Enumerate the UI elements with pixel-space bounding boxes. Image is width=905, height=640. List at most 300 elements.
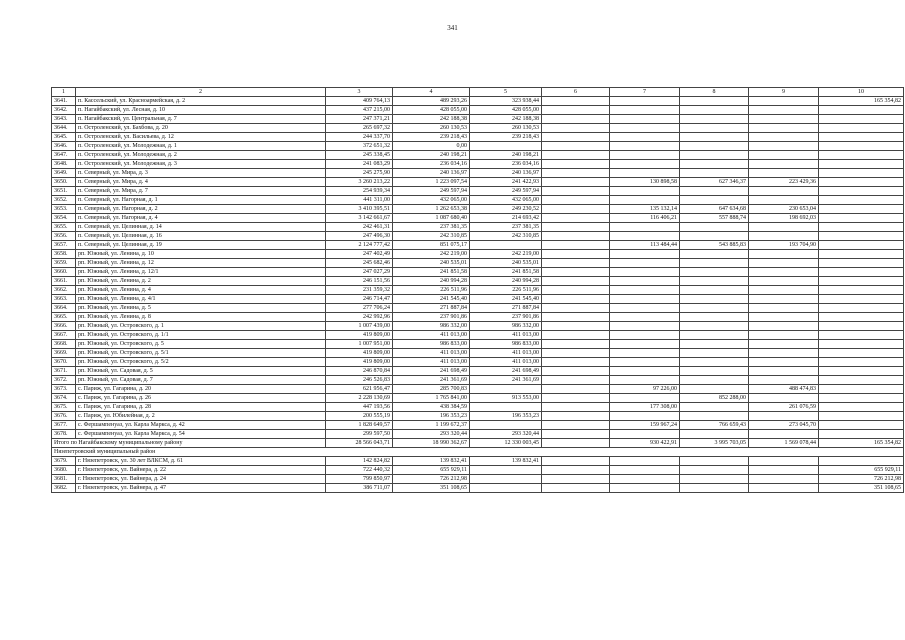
table-row xyxy=(52,349,904,358)
amount-cell: 241 545,40 xyxy=(470,295,542,304)
amount-cell: 245 275,90 xyxy=(326,169,393,178)
amount-cell xyxy=(819,412,904,421)
amount-cell: 240 198,21 xyxy=(470,151,542,160)
amount-cell xyxy=(749,124,819,133)
amount-cell: 722 440,32 xyxy=(326,466,393,475)
table-row xyxy=(52,196,904,205)
amount-cell: 438 384,59 xyxy=(393,403,470,412)
amount-cell: 488 474,83 xyxy=(749,385,819,394)
amount-cell: 214 693,42 xyxy=(470,214,542,223)
row-number-cell: 3655. xyxy=(52,223,76,232)
row-number-cell: 3642. xyxy=(52,106,76,115)
amount-cell xyxy=(680,106,749,115)
amount-cell xyxy=(610,151,680,160)
amount-cell: 241 083,29 xyxy=(326,160,393,169)
row-number-cell: 3664. xyxy=(52,304,76,313)
amount-cell xyxy=(610,304,680,313)
amount-cell: 237 381,35 xyxy=(393,223,470,232)
amount-cell xyxy=(819,340,904,349)
row-number-cell: 3660. xyxy=(52,268,76,277)
amount-cell: 242 188,38 xyxy=(393,115,470,124)
amount-cell: 236 034,16 xyxy=(393,160,470,169)
amount-cell: 249 597,94 xyxy=(470,187,542,196)
amount-cell xyxy=(610,295,680,304)
amount-cell xyxy=(749,115,819,124)
amount-cell xyxy=(819,457,904,466)
address-cell: с. Фершампенуаз, ул. Карла Маркса, д. 54 xyxy=(76,430,326,439)
amount-cell xyxy=(749,331,819,340)
row-number-cell: 3653. xyxy=(52,205,76,214)
amount-cell xyxy=(680,160,749,169)
amount-cell: 239 218,43 xyxy=(393,133,470,142)
address-cell: п. Северный, ул. Мира, д. 4 xyxy=(76,178,326,187)
amount-cell xyxy=(819,133,904,142)
amount-cell: 3 142 661,67 xyxy=(326,214,393,223)
row-number-cell: 3656. xyxy=(52,232,76,241)
amount-cell xyxy=(819,124,904,133)
amount-cell: 139 832,41 xyxy=(393,457,470,466)
amount-cell xyxy=(542,250,610,259)
amount-cell: 260 130,53 xyxy=(393,124,470,133)
amount-cell: 241 545,40 xyxy=(393,295,470,304)
amount-cell xyxy=(610,124,680,133)
amount-cell: 242 310,85 xyxy=(393,232,470,241)
amount-cell xyxy=(542,277,610,286)
table-row xyxy=(52,385,904,394)
amount-cell xyxy=(680,331,749,340)
amount-cell xyxy=(542,268,610,277)
address-cell: рп. Южный, ул. Ленина, д. 4/1 xyxy=(76,295,326,304)
amount-cell: 247 371,21 xyxy=(326,115,393,124)
amount-cell: 241 422,93 xyxy=(470,178,542,187)
amount-cell xyxy=(542,187,610,196)
address-cell: рп. Южный, ул. Садовая, д. 5 xyxy=(76,367,326,376)
amount-cell xyxy=(819,313,904,322)
column-number-cell: 5 xyxy=(470,88,542,97)
amount-cell xyxy=(819,331,904,340)
amount-cell xyxy=(819,304,904,313)
amount-cell: 130 898,58 xyxy=(610,178,680,187)
amount-cell xyxy=(542,349,610,358)
amount-cell: 116 406,21 xyxy=(610,214,680,223)
amount-cell: 1 199 672,37 xyxy=(393,421,470,430)
amount-cell: 265 697,32 xyxy=(326,124,393,133)
amount-cell xyxy=(470,241,542,250)
amount-cell: 419 809,00 xyxy=(326,331,393,340)
column-number-cell: 3 xyxy=(326,88,393,97)
amount-cell: 242 310,85 xyxy=(470,232,542,241)
row-number-cell: 3661. xyxy=(52,277,76,286)
amount-cell xyxy=(610,286,680,295)
amount-cell: 196 353,23 xyxy=(393,412,470,421)
amount-cell: 621 956,47 xyxy=(326,385,393,394)
amount-cell xyxy=(749,376,819,385)
amount-cell xyxy=(610,160,680,169)
amount-cell xyxy=(680,313,749,322)
address-cell: рп. Южный, ул. Островского, д. 5/1 xyxy=(76,349,326,358)
amount-cell xyxy=(749,466,819,475)
amount-cell: 260 130,53 xyxy=(470,124,542,133)
row-number-cell: 3670. xyxy=(52,358,76,367)
amount-cell xyxy=(680,484,749,493)
total-amount-cell: 165 354,82 xyxy=(819,439,904,448)
amount-cell xyxy=(610,268,680,277)
amount-cell xyxy=(542,97,610,106)
total-row xyxy=(52,439,904,448)
amount-cell xyxy=(610,223,680,232)
amount-cell: 419 809,00 xyxy=(326,349,393,358)
address-cell: рп. Южный, ул. Островского, д. 5/2 xyxy=(76,358,326,367)
row-number-cell: 3673. xyxy=(52,385,76,394)
amount-cell: 237 381,35 xyxy=(470,223,542,232)
row-number-cell: 3657. xyxy=(52,241,76,250)
amount-cell: 411 013,00 xyxy=(470,331,542,340)
amount-cell: 986 332,00 xyxy=(470,322,542,331)
amount-cell: 240 198,21 xyxy=(393,151,470,160)
amount-cell xyxy=(680,142,749,151)
amount-cell: 766 659,43 xyxy=(680,421,749,430)
amount-cell: 1 087 680,40 xyxy=(393,214,470,223)
amount-cell: 293 320,44 xyxy=(393,430,470,439)
amount-cell xyxy=(610,484,680,493)
amount-cell xyxy=(680,340,749,349)
amount-cell xyxy=(680,169,749,178)
table-row xyxy=(52,394,904,403)
table-row xyxy=(52,223,904,232)
table-row xyxy=(52,403,904,412)
amount-cell: 986 332,00 xyxy=(393,322,470,331)
amount-cell: 241 851,58 xyxy=(470,268,542,277)
amount-cell xyxy=(819,349,904,358)
amount-cell: 411 013,00 xyxy=(393,358,470,367)
table-row xyxy=(52,358,904,367)
amount-cell xyxy=(470,403,542,412)
row-number-cell: 3654. xyxy=(52,214,76,223)
table-row xyxy=(52,97,904,106)
amount-cell xyxy=(749,358,819,367)
amount-cell xyxy=(680,376,749,385)
amount-cell: 1 828 649,57 xyxy=(326,421,393,430)
amount-cell: 226 511,96 xyxy=(470,286,542,295)
amount-cell: 198 692,03 xyxy=(749,214,819,223)
amount-cell xyxy=(749,106,819,115)
amount-cell: 223 429,36 xyxy=(749,178,819,187)
amount-cell: 428 055,00 xyxy=(393,106,470,115)
table-row xyxy=(52,124,904,133)
amount-cell: 247 496,30 xyxy=(326,232,393,241)
row-number-cell: 3643. xyxy=(52,115,76,124)
amount-cell xyxy=(542,457,610,466)
amount-cell xyxy=(610,196,680,205)
amount-cell xyxy=(749,97,819,106)
amount-cell xyxy=(680,124,749,133)
amount-cell: 177 308,00 xyxy=(610,403,680,412)
amount-cell: 3 410 395,51 xyxy=(326,205,393,214)
amount-cell xyxy=(819,241,904,250)
amount-cell: 240 994,28 xyxy=(470,277,542,286)
table-row xyxy=(52,340,904,349)
amount-cell xyxy=(680,475,749,484)
table-row xyxy=(52,331,904,340)
row-number-cell: 3679. xyxy=(52,457,76,466)
amount-cell xyxy=(542,484,610,493)
address-cell: п. Остроленский, ул. Молодежная, д. 3 xyxy=(76,160,326,169)
table-row xyxy=(52,367,904,376)
amount-cell: 726 212,98 xyxy=(819,475,904,484)
amount-cell: 273 045,70 xyxy=(749,421,819,430)
amount-cell: 986 833,00 xyxy=(470,340,542,349)
amount-cell: 432 065,00 xyxy=(470,196,542,205)
amount-cell xyxy=(542,430,610,439)
amount-cell xyxy=(680,259,749,268)
amount-cell xyxy=(542,241,610,250)
address-cell: п. Северный, ул. Мира, д. 3 xyxy=(76,169,326,178)
address-cell: п. Нагайбакский, ул. Лесная, д. 10 xyxy=(76,106,326,115)
amount-cell: 242 461,31 xyxy=(326,223,393,232)
column-number-cell: 8 xyxy=(680,88,749,97)
amount-cell: 726 212,98 xyxy=(393,475,470,484)
amount-cell: 655 929,11 xyxy=(393,466,470,475)
amount-cell xyxy=(470,385,542,394)
amount-cell: 271 887,84 xyxy=(470,304,542,313)
amount-cell xyxy=(542,106,610,115)
amount-cell xyxy=(542,331,610,340)
row-number-cell: 3666. xyxy=(52,322,76,331)
column-number-cell: 6 xyxy=(542,88,610,97)
amount-cell: 261 076,59 xyxy=(749,403,819,412)
amount-cell xyxy=(749,412,819,421)
table-row xyxy=(52,214,904,223)
amount-cell: 489 293,26 xyxy=(393,97,470,106)
amount-cell: 285 700,83 xyxy=(393,385,470,394)
table-row xyxy=(52,304,904,313)
total-amount-cell xyxy=(542,439,610,448)
amount-cell xyxy=(819,178,904,187)
amount-cell xyxy=(819,160,904,169)
amount-cell xyxy=(749,187,819,196)
table-row xyxy=(52,322,904,331)
address-cell: п. Остроленский, ул. Молодежная, д. 1 xyxy=(76,142,326,151)
amount-cell: 230 653,04 xyxy=(749,205,819,214)
amount-cell: 249 230,52 xyxy=(470,205,542,214)
amount-cell xyxy=(542,232,610,241)
amount-cell xyxy=(749,142,819,151)
amount-cell xyxy=(680,97,749,106)
amount-cell xyxy=(819,214,904,223)
amount-cell: 0,00 xyxy=(393,142,470,151)
amount-cell xyxy=(542,358,610,367)
amount-cell xyxy=(542,160,610,169)
amount-cell xyxy=(610,259,680,268)
amount-cell: 240 136,97 xyxy=(393,169,470,178)
amount-cell: 1 007 951,00 xyxy=(326,340,393,349)
amount-cell xyxy=(749,169,819,178)
table-row xyxy=(52,268,904,277)
amount-cell xyxy=(749,394,819,403)
amount-cell xyxy=(680,358,749,367)
address-cell: п. Северный, ул. Нагорная, д. 2 xyxy=(76,205,326,214)
amount-cell: 1 262 653,38 xyxy=(393,205,470,214)
row-number-cell: 3652. xyxy=(52,196,76,205)
amount-cell xyxy=(680,349,749,358)
column-number-cell: 10 xyxy=(819,88,904,97)
amount-cell: 246 870,84 xyxy=(326,367,393,376)
address-cell: г. Нязепетровск, ул. 30 лет ВЛКСМ, д. 61 xyxy=(76,457,326,466)
row-number-cell: 3674. xyxy=(52,394,76,403)
table-row xyxy=(52,457,904,466)
amount-cell xyxy=(680,466,749,475)
table-row xyxy=(52,151,904,160)
table-row xyxy=(52,142,904,151)
address-cell: рп. Южный, ул. Ленина, д. 12 xyxy=(76,259,326,268)
amount-cell xyxy=(542,196,610,205)
amount-cell xyxy=(542,304,610,313)
amount-cell: 851 075,17 xyxy=(393,241,470,250)
amount-cell xyxy=(749,340,819,349)
amount-cell xyxy=(610,187,680,196)
amount-cell xyxy=(610,349,680,358)
amount-cell xyxy=(470,484,542,493)
row-number-cell: 3681. xyxy=(52,475,76,484)
table-row xyxy=(52,412,904,421)
amount-cell xyxy=(819,142,904,151)
amount-cell: 3 260 213,22 xyxy=(326,178,393,187)
table-row xyxy=(52,466,904,475)
address-cell: рп. Южный, ул. Островского, д. 1/1 xyxy=(76,331,326,340)
amount-cell: 277 706,24 xyxy=(326,304,393,313)
table-row xyxy=(52,475,904,484)
amount-cell: 543 885,83 xyxy=(680,241,749,250)
amount-cell: 627 346,37 xyxy=(680,178,749,187)
amount-cell xyxy=(542,133,610,142)
row-number-cell: 3676. xyxy=(52,412,76,421)
amount-cell: 323 938,44 xyxy=(470,97,542,106)
amount-cell xyxy=(749,160,819,169)
row-number-cell: 3647. xyxy=(52,151,76,160)
amount-cell xyxy=(542,214,610,223)
amount-cell xyxy=(542,403,610,412)
amount-cell xyxy=(542,169,610,178)
address-cell: г. Нязепетровск, ул. Вайнера, д. 24 xyxy=(76,475,326,484)
amount-cell xyxy=(680,151,749,160)
amount-cell: 242 219,00 xyxy=(393,250,470,259)
amount-cell: 196 353,23 xyxy=(470,412,542,421)
row-number-cell: 3662. xyxy=(52,286,76,295)
amount-cell xyxy=(819,286,904,295)
amount-cell xyxy=(749,367,819,376)
amount-cell xyxy=(749,151,819,160)
amount-cell xyxy=(610,133,680,142)
amount-cell xyxy=(680,268,749,277)
address-cell: рп. Южный, ул. Ленина, д. 5 xyxy=(76,304,326,313)
amount-cell xyxy=(819,367,904,376)
row-number-cell: 3671. xyxy=(52,367,76,376)
amount-cell xyxy=(680,304,749,313)
table-row xyxy=(52,187,904,196)
table-row xyxy=(52,205,904,214)
amount-cell: 647 634,68 xyxy=(680,205,749,214)
address-cell: рп. Южный, ул. Ленина, д. 4 xyxy=(76,286,326,295)
amount-cell: 246 526,83 xyxy=(326,376,393,385)
total-label-cell: Итого по Нагайбакскому муниципальному району xyxy=(52,439,326,448)
amount-cell xyxy=(819,295,904,304)
row-number-cell: 3641. xyxy=(52,97,76,106)
amount-cell: 419 809,00 xyxy=(326,358,393,367)
amount-cell: 1 765 841,00 xyxy=(393,394,470,403)
amount-cell xyxy=(680,295,749,304)
table-row xyxy=(52,169,904,178)
address-cell: п. Кассельский, ул. Красноармейская, д. 2 xyxy=(76,97,326,106)
amount-cell: 437 215,00 xyxy=(326,106,393,115)
amount-cell: 411 013,00 xyxy=(470,358,542,367)
amount-cell: 655 929,11 xyxy=(819,466,904,475)
amount-cell: 241 361,69 xyxy=(470,376,542,385)
amount-cell: 246 714,47 xyxy=(326,295,393,304)
amount-cell: 986 833,00 xyxy=(393,340,470,349)
district-name-cell: Нязепетровский муниципальный район xyxy=(52,448,904,457)
amount-cell xyxy=(680,385,749,394)
amount-cell xyxy=(749,232,819,241)
amount-cell xyxy=(542,286,610,295)
amount-cell: 241 361,69 xyxy=(393,376,470,385)
amount-cell: 241 698,49 xyxy=(470,367,542,376)
amount-cell xyxy=(610,466,680,475)
amount-cell xyxy=(610,106,680,115)
amount-cell xyxy=(680,232,749,241)
table-row xyxy=(52,232,904,241)
amount-cell xyxy=(680,187,749,196)
amount-cell xyxy=(610,340,680,349)
header-row xyxy=(52,88,904,97)
amount-cell: 226 511,96 xyxy=(393,286,470,295)
amount-cell xyxy=(749,430,819,439)
amount-cell xyxy=(542,466,610,475)
column-number-cell: 4 xyxy=(393,88,470,97)
amount-cell xyxy=(610,313,680,322)
amount-cell xyxy=(819,385,904,394)
address-cell: п. Остроленский, ул. Молодежная, д. 2 xyxy=(76,151,326,160)
amount-cell xyxy=(542,421,610,430)
amount-cell: 428 055,00 xyxy=(470,106,542,115)
row-number-cell: 3650. xyxy=(52,178,76,187)
total-amount-cell: 18 990 362,67 xyxy=(393,439,470,448)
amount-cell xyxy=(749,196,819,205)
total-amount-cell: 28 566 043,71 xyxy=(326,439,393,448)
amount-cell xyxy=(610,430,680,439)
amount-cell xyxy=(610,412,680,421)
amount-cell xyxy=(749,259,819,268)
amount-cell xyxy=(749,349,819,358)
amount-cell xyxy=(749,457,819,466)
amount-cell xyxy=(819,376,904,385)
column-number-cell: 9 xyxy=(749,88,819,97)
row-number-cell: 3645. xyxy=(52,133,76,142)
amount-cell xyxy=(819,421,904,430)
amount-cell: 557 888,74 xyxy=(680,214,749,223)
amount-cell: 271 887,84 xyxy=(393,304,470,313)
amount-cell xyxy=(542,178,610,187)
amount-cell xyxy=(819,250,904,259)
amount-cell xyxy=(819,268,904,277)
row-number-cell: 3669. xyxy=(52,349,76,358)
amount-cell xyxy=(749,475,819,484)
amount-cell xyxy=(749,484,819,493)
amount-cell: 242 188,38 xyxy=(470,115,542,124)
row-number-cell: 3672. xyxy=(52,376,76,385)
table-row xyxy=(52,259,904,268)
amount-cell xyxy=(470,142,542,151)
address-cell: п. Остроленский, ул. Бахбова, д. 20 xyxy=(76,124,326,133)
